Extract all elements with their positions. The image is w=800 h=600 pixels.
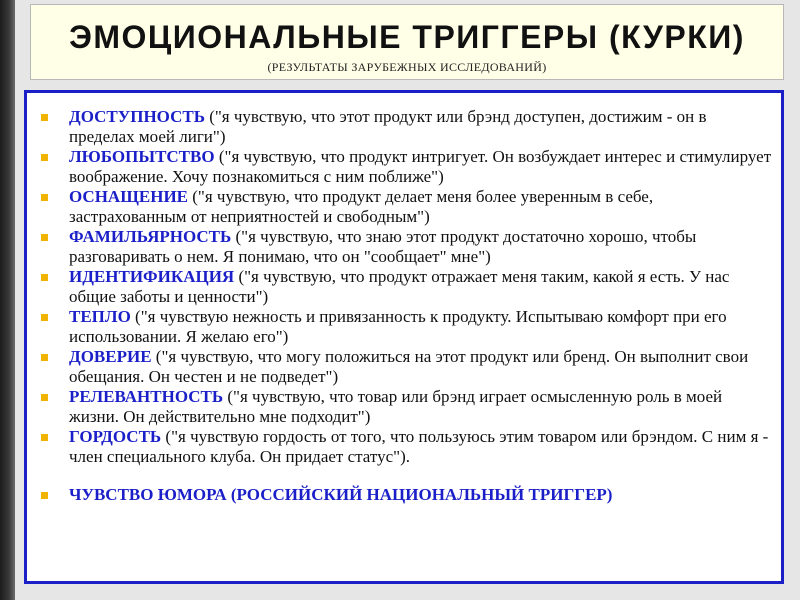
trigger-description: ("я чувствую, что этот продукт или брэнд доступен, достижим - он в пределах моей лиги") xyxy=(69,107,707,146)
bullet-icon xyxy=(41,314,48,321)
trigger-term: ЛЮБОПЫТСТВО xyxy=(69,147,215,166)
bullet-icon xyxy=(41,434,48,441)
trigger-term: ТЕПЛО xyxy=(69,307,131,326)
list-item xyxy=(41,147,773,187)
list-item xyxy=(41,107,773,147)
list-item xyxy=(41,387,773,427)
trigger-description: ("я чувствую, что товар или брэнд играет осмысленную роль в моей жизни. Он действительно мне подходит") xyxy=(69,387,723,426)
bullet-icon xyxy=(41,154,48,161)
list-item xyxy=(41,267,773,307)
list-item xyxy=(41,227,773,267)
trigger-description: ("я чувствую, что продукт интригует. Он возбуждает интерес и стимулирует воображение. Хочу познакомиться с ним поближе") xyxy=(69,147,772,186)
trigger-description: ("я чувствую нежность и привязанность к продукту. Испытываю комфорт при его использовании. Я желаю его") xyxy=(69,307,727,346)
left-decor-bar xyxy=(0,0,15,600)
bullet-icon xyxy=(41,354,48,361)
trigger-description: ("я чувствую, что знаю этот продукт достаточно хорошо, чтобы разговаривать о нем. Я понимаю, что он "сообщает" мне") xyxy=(69,227,697,266)
trigger-term: ГОРДОСТЬ xyxy=(69,427,162,446)
trigger-term: ФАМИЛЬЯРНОСТЬ xyxy=(69,227,232,246)
list-item xyxy=(41,307,773,347)
list-item xyxy=(41,347,773,387)
trigger-term: ДОВЕРИЕ xyxy=(69,347,152,366)
page-subtitle: (РЕЗУЛЬТАТЫ ЗАРУБЕЖНЫХ ИССЛЕДОВАНИЙ) xyxy=(267,60,547,74)
trigger-description: ("я чувствую, что продукт отражает меня таким, какой я есть. У нас общие заботы и ценности") xyxy=(69,267,730,306)
trigger-term: ОСНАЩЕНИЕ xyxy=(69,187,188,206)
trigger-list xyxy=(27,93,781,505)
trigger-term-humor: ЧУВСТВО ЮМОРА (РОССИЙСКИЙ НАЦИОНАЛЬНЫЙ ТРИГГЕР) xyxy=(69,485,613,504)
trigger-term: ДОСТУПНОСТЬ xyxy=(69,107,205,126)
trigger-term: ИДЕНТИФИКАЦИЯ xyxy=(69,267,235,286)
bullet-icon xyxy=(41,394,48,401)
bullet-icon xyxy=(41,114,48,121)
bullet-icon xyxy=(41,234,48,241)
content-box xyxy=(24,90,784,584)
trigger-term: РЕЛЕВАНТНОСТЬ xyxy=(69,387,224,406)
trigger-description: ("я чувствую гордость от того, что пользуюсь этим товаром или брэндом. С ним я - член специального клуба. Он придает статус"). xyxy=(69,427,769,466)
bullet-icon xyxy=(41,194,48,201)
bullet-icon xyxy=(41,492,48,499)
list-item xyxy=(41,427,773,467)
list-item-humor xyxy=(41,485,773,505)
list-item xyxy=(41,187,773,227)
bullet-icon xyxy=(41,274,48,281)
trigger-description: ("я чувствую, что могу положиться на этот продукт или бренд. Он выполнит свои обещания. Он честен и не подведет") xyxy=(69,347,749,386)
trigger-description: ("я чувствую, что продукт делает меня более уверенным в себе, застрахованным от неприятностей и свободным") xyxy=(69,187,654,226)
title-box xyxy=(30,4,784,80)
page-title: ЭМОЦИОНАЛЬНЫЕ ТРИГГЕРЫ (КУРКИ) xyxy=(69,19,745,55)
